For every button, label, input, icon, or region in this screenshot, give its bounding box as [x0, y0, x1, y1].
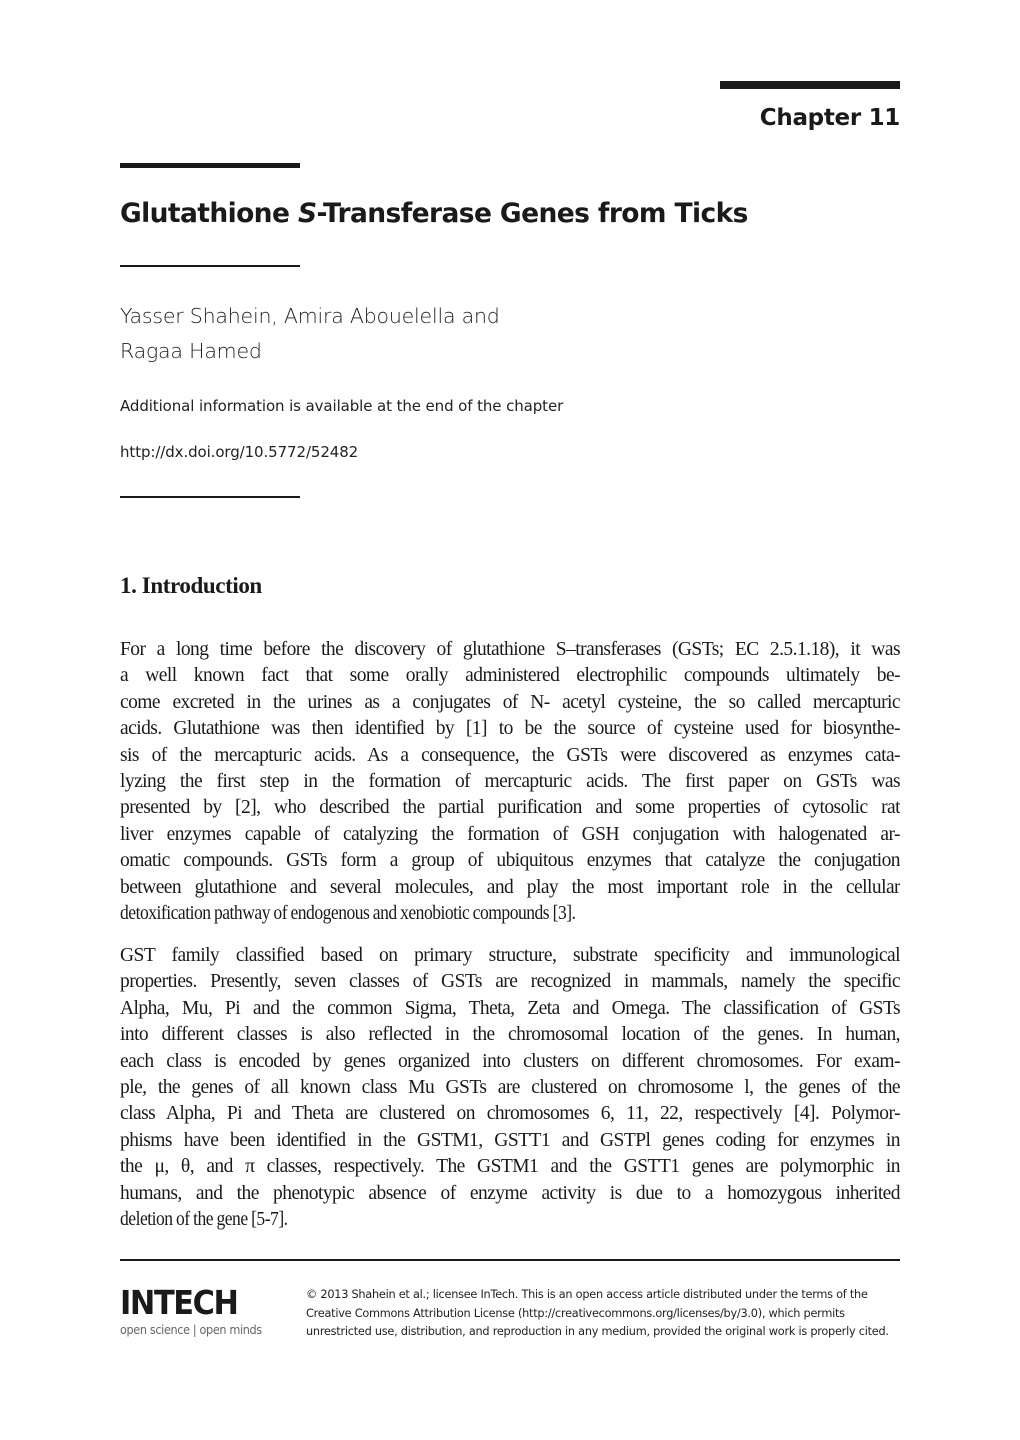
doi-rule: [120, 496, 300, 498]
paragraph-line: into different classes is also reflected in the chromosomal location of the genes. In human,: [120, 1024, 900, 1046]
publisher-logo: [120, 1283, 262, 1337]
paragraph-line: GST family classified based on primary structure, substrate specificity and immunological: [120, 945, 900, 966]
additional-info-note: Additional information is available at the end of the chapter: [120, 397, 564, 415]
paragraph-line: the μ, θ, and π classes, respectively. The GSTM1 and the GSTT1 genes are polymorphic in: [120, 1156, 900, 1178]
title-rule-bottom: [120, 265, 300, 267]
paragraph-line: liver enzymes capable of catalyzing the formation of GSH conjugation with halogenated ar-: [120, 823, 900, 845]
chapter-rule: [720, 81, 900, 89]
paragraph-line: detoxification pathway of endogenous and xenobiotic compounds [3].: [120, 902, 576, 924]
paragraph-line: humans, and the phenotypic absence of enzyme activity is due to a homozygous inherited: [120, 1182, 900, 1204]
paragraph-line: lyzing the first step in the formation of mercapturic acids. The first paper on GSTs was: [120, 770, 900, 792]
logo-tagline: open science | open minds: [120, 1322, 262, 1337]
title-prefix: Glutathione: [120, 198, 298, 229]
license-line: unrestricted use, distribution, and reproduction in any medium, provided the original work is properly cited.: [306, 1325, 889, 1338]
title-italic: S: [297, 198, 317, 229]
paragraph-line: acids. Glutathione was then identified by [1] to be the source of cysteine used for biosynthe-: [120, 718, 900, 740]
authors-line: Ragaa Hamed: [120, 339, 262, 363]
paragraph-line: each class is encoded by genes organized into clusters on different chromosomes. For exam-: [120, 1050, 900, 1072]
chapter-title: [120, 198, 748, 229]
license-notice: [306, 1286, 906, 1342]
paragraph: [120, 943, 900, 1233]
license-line: © 2013 Shahein et al.; licensee InTech. This is an open access article distributed under the terms of the: [306, 1288, 868, 1301]
title-rule-top: [120, 163, 300, 168]
paragraph-line: ple, the genes of all known class Mu GSTs are clustered on chromosome l, the genes of the: [120, 1076, 900, 1098]
paragraph-line: deletion of the gene [5-7].: [120, 1208, 288, 1230]
paragraph-line: class Alpha, Pi and Theta are clustered on chromosomes 6, 11, 22, respectively [4]. Polymor-: [120, 1103, 900, 1125]
chapter-label: Chapter 11: [759, 105, 900, 131]
paragraph: [120, 637, 900, 927]
paragraph-line: properties. Presently, seven classes of GSTs are recognized in mammals, namely the specific: [120, 971, 900, 993]
section-heading: 1. Introduction: [120, 573, 262, 598]
logo-wordmark: INTECH: [120, 1283, 238, 1322]
paragraph-line: Alpha, Mu, Pi and the common Sigma, Theta, Zeta and Omega. The classification of GSTs: [120, 997, 900, 1019]
paragraph-line: presented by [2], who described the partial purification and some properties of cytosolic rat: [120, 797, 900, 819]
doi-link[interactable]: http://dx.doi.org/10.5772/52482: [120, 443, 359, 461]
title-suffix: -Transferase Genes from Ticks: [316, 198, 748, 229]
paragraph-line: a well known fact that some orally administered electrophilic compounds ultimately be-: [120, 665, 900, 687]
footer-rule: [120, 1259, 900, 1261]
paragraph-line: phisms have been identified in the GSTM1, GSTT1 and GSTPl genes coding for enzymes in: [120, 1129, 900, 1151]
paragraph-line: between glutathione and several molecules, and play the most important role in the cellular: [120, 876, 900, 898]
paragraph-line: come excreted in the urines as a conjugates of N- acetyl cysteine, the so called mercapturic: [120, 691, 900, 713]
paragraph-line: For a long time before the discovery of glutathione S–transferases (GSTs; EC 2.5.1.18), it was: [120, 639, 900, 660]
paragraph-line: omatic compounds. GSTs form a group of ubiquitous enzymes that catalyze the conjugation: [120, 850, 900, 872]
authors-line: Yasser Shahein, Amira Abouelella and: [120, 304, 500, 328]
license-line: Creative Commons Attribution License (http://creativecommons.org/licenses/by/3.0), which permits: [306, 1306, 845, 1320]
paragraph-line: sis of the mercapturic acids. As a consequence, the GSTs were discovered as enzymes cata-: [120, 744, 900, 766]
